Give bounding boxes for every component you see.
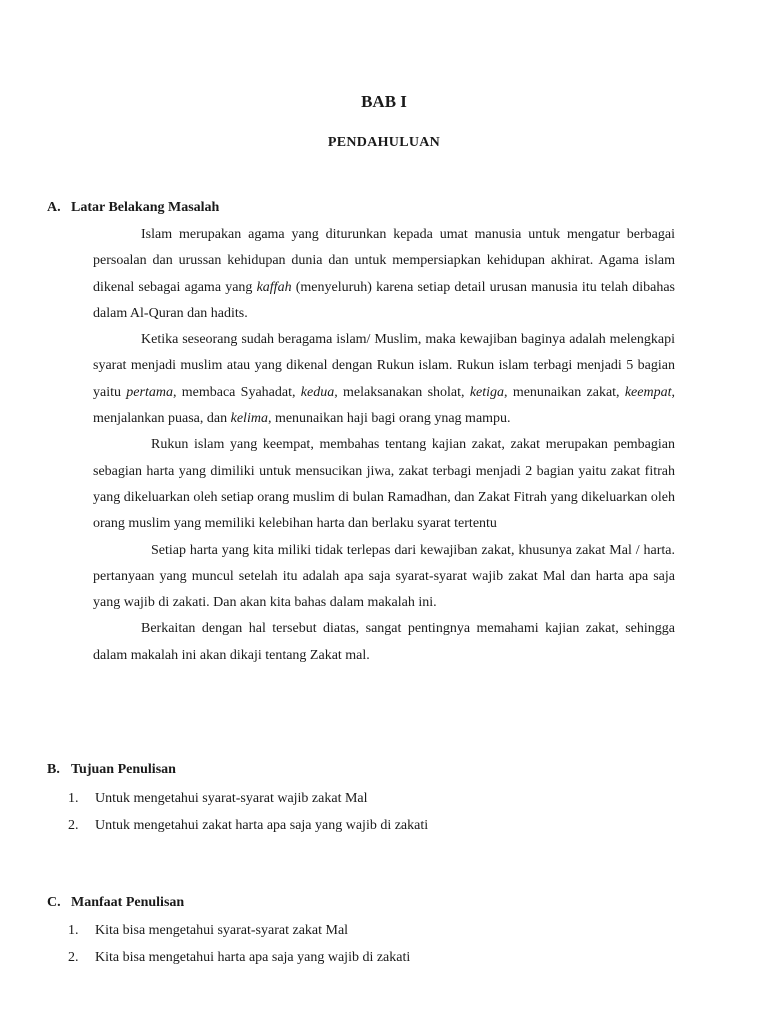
section-b-heading — [47, 762, 176, 778]
section-c-title: Manfaat Penulisan — [71, 895, 185, 910]
paragraph-4: Setiap harta yang kita miliki tidak terlepas dari kewajiban zakat, khusunya zakat Mal / harta. pertanyaan yang muncul setelah itu adalah apa saja syarat-syarat wajib zakat Mal dan harta apa saja yang wajib di zakati. Dan akan kita bahas dalam makalah ini. — [93, 542, 675, 611]
list-item — [68, 948, 410, 975]
paragraph-1 — [93, 222, 675, 327]
paragraph-2-text-2: , membaca Syahadat, — [172, 384, 301, 400]
list-item-number: 1. — [68, 791, 79, 806]
paragraph-1-italic-1: kaffah — [256, 279, 292, 295]
chapter-subtitle: PENDAHULUAN — [327, 135, 441, 150]
paragraph-2-text-3: , melaksanakan sholat, — [334, 384, 470, 400]
list-item — [68, 921, 410, 948]
paragraph-1-text-1: Islam merupakan agama yang diturunkan kepada umat manusia untuk mengatur berbagai persoalan dan urussan kehidupan dunia dan untuk mempersiapkan kehidupan akhirat. Agama islam dikenal sebagai agama yang — [93, 227, 675, 295]
list-item — [68, 816, 428, 843]
paragraph-2-text-6: , menunaikan haji bagi orang ynag mampu. — [267, 411, 511, 427]
list-item-text: Untuk mengetahui zakat harta apa saja yang wajib di zakati — [95, 818, 429, 833]
section-b-letter: B. — [47, 762, 60, 777]
paragraph-5: Berkaitan dengan hal tersebut diatas, sangat pentingnya memahami kajian zakat, sehingga dalam makalah ini akan dikaji tentang Zakat mal. — [93, 621, 675, 663]
paragraph-2-text-5: , menjalankan puasa, dan — [93, 384, 675, 427]
section-c-list — [68, 921, 410, 975]
section-a-body — [93, 222, 675, 669]
paragraph-2-italic-2: kedua — [300, 384, 335, 400]
chapter-title: BAB I — [361, 92, 407, 111]
paragraph-2-italic-5: kelima — [230, 411, 268, 427]
paragraph-3: Rukun islam yang keempat, membahas tentang kajian zakat, zakat merupakan pembagian sebagian harta yang dimiliki untuk mensucikan jiwa, zakat terbagi menjadi 2 bagian yaitu zakat fitrah yang dikeluarkan oleh setiap orang muslim di bulan Ramadhan, dan Zakat Fitrah yang dikeluarkan oleh orang muslim yang memiliki kelebihan harta dan berlaku syarat tertentu — [93, 437, 675, 532]
section-b-list — [68, 789, 428, 843]
list-item-text: Kita bisa mengetahui syarat-syarat zakat Mal — [95, 923, 349, 938]
list-item-number: 1. — [68, 923, 79, 938]
list-item-number: 2. — [68, 818, 79, 833]
paragraph-2-italic-3: ketiga — [469, 384, 505, 400]
paragraph-2-text-1: Ketika seseorang sudah beragama islam/ Muslim, maka kewajiban baginya adalah melengkapi syarat menjadi muslim atau yang dikenal dengan Rukun islam. Rukun islam terbagi menjadi 5 bagian yaitu — [93, 332, 675, 400]
list-item-text: Kita bisa mengetahui harta apa saja yang wajib di zakati — [95, 950, 411, 965]
paragraph-2 — [93, 327, 675, 432]
paragraph-2-italic-1: pertama — [126, 384, 173, 400]
section-a-heading — [47, 200, 219, 216]
paragraph-2-text-4: , menunaikan zakat, — [504, 384, 625, 400]
section-a-title: Latar Belakang Masalah — [71, 200, 220, 215]
section-c-letter: C. — [47, 895, 61, 910]
section-c-heading — [47, 895, 184, 911]
paragraph-2-italic-4: keempat — [624, 384, 672, 400]
list-item-text: Untuk mengetahui syarat-syarat wajib zakat Mal — [95, 791, 368, 806]
paragraph-1-text-2: (menyeluruh) karena setiap detail urusan manusia itu telah dibahas dalam Al-Quran dan hadits. — [93, 279, 675, 321]
section-a-letter: A. — [47, 200, 61, 215]
list-item — [68, 789, 428, 816]
section-b-title: Tujuan Penulisan — [71, 762, 176, 777]
list-item-number: 2. — [68, 950, 79, 965]
